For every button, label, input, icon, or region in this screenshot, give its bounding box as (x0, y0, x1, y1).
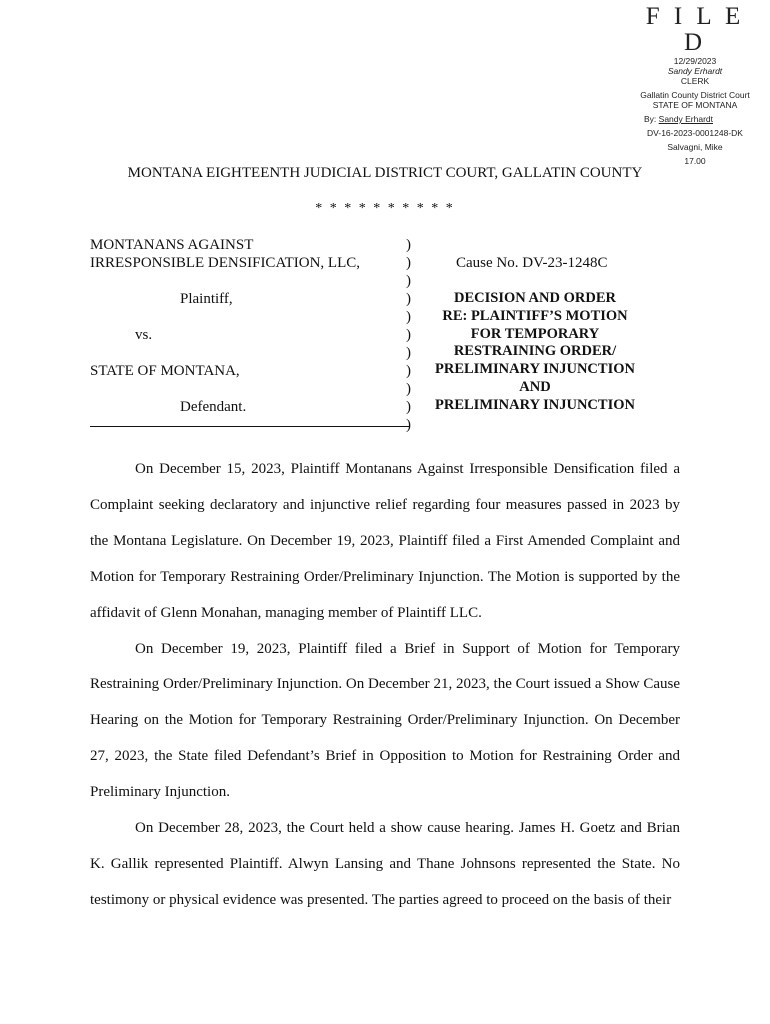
stamp-case-number: DV-16-2023-0001248-DK (647, 128, 743, 138)
plaintiff-name-line2: IRRESPONSIBLE DENSIFICATION, LLC, (90, 255, 361, 271)
caption-underline (90, 426, 410, 427)
filed-date: 12/29/2023 (673, 56, 717, 66)
title-line: DECISION AND ORDER (454, 290, 616, 306)
stamp-judge: Salvagni, Mike (667, 142, 723, 152)
body-paragraph: On December 15, 2023, Plaintiff Montanans Against Irresponsible Densification filed a Complaint seeking declaratory and injunctive relief regarding four measures passed in 2023 by the Montana Legislature. On December 19, 2023, Plaintiff filed a First Amended Complaint and Motion for Temporary Restraining Order/Preliminary Injunction. The Motion is supported by the affidavit of Glenn Monahan, managing member of Plaintiff LLC. (90, 461, 680, 621)
body-paragraph: On December 19, 2023, Plaintiff filed a Brief in Support of Motion for Temporary Restraining Order/Preliminary Injunction. On December 21, 2023, the Court issued a Show Cause Hearing on the Motion for Temporary Restraining Order/Preliminary Injunction. On December 27, 2023, the State filed Defendant’s Brief in Opposition to Motion for Restraining Order and Preliminary Injunction. (90, 640, 680, 801)
court-title: MONTANA EIGHTEENTH JUDICIAL DISTRICT COURT, GALLATIN COUNTY (127, 165, 643, 181)
stamp-court: Gallatin County District Court (640, 90, 750, 100)
clerk-name: Sandy Erhardt (667, 66, 723, 76)
separator-stars: * * * * * * * * * * (315, 201, 455, 216)
case-caption: MONTANANS AGAINST IRRESPONSIBLE DENSIFICATION, LLC, Plaintiff, vs. STATE OF MONTANA, Defendant. ) ) ) ) ) ) ) ) ) ) ) Cause No. DV-23-1248C DECISION AND ORDER RE: PLAINTIFF’S MOTION FOR TEMPORARY RESTRAINING ORDER/ PRELIMINARY INJUNCTION AND PRELIMINARY INJUNCTION (90, 236, 690, 436)
plaintiff-role: Plaintiff, (180, 291, 233, 307)
stamp-by-name: Sandy Erhardt (658, 114, 713, 124)
stamp-by-label: By: (644, 114, 657, 124)
title-line: RE: PLAINTIFF’S MOTION (442, 307, 628, 324)
title-line: AND (519, 378, 551, 395)
title-line: PRELIMINARY INJUNCTION (435, 361, 635, 378)
body-paragraph: On December 28, 2023, the Court held a show cause hearing. James H. Goetz and Brian K. Gallik represented Plaintiff. Alwyn Lansing and Thane Johnsons represented the State. No testimony or physical evidence was presented. The parties agreed to proceed on the basis of their (90, 820, 680, 908)
clerk-title: CLERK (680, 76, 710, 86)
decision-body (90, 452, 680, 919)
defendant-name: STATE OF MONTANA, (90, 363, 240, 379)
title-line: FOR TEMPORARY (470, 325, 600, 342)
stamp-by-line (630, 114, 760, 124)
filed-heading: F I L E D (645, 3, 745, 56)
cause-number: Cause No. DV-23-1248C (456, 255, 608, 271)
stamp-code: 17.00 (684, 156, 706, 166)
stamp-state: STATE OF MONTANA (652, 100, 738, 110)
defendant-role: Defendant. (180, 399, 247, 415)
plaintiff-name-line1: MONTANANS AGAINST (90, 237, 254, 253)
versus: vs. (135, 327, 153, 343)
title-line: RESTRAINING ORDER/ (453, 343, 617, 360)
document-title (420, 290, 650, 415)
title-line: PRELIMINARY INJUNCTION (435, 396, 635, 413)
filed-stamp (630, 4, 760, 166)
